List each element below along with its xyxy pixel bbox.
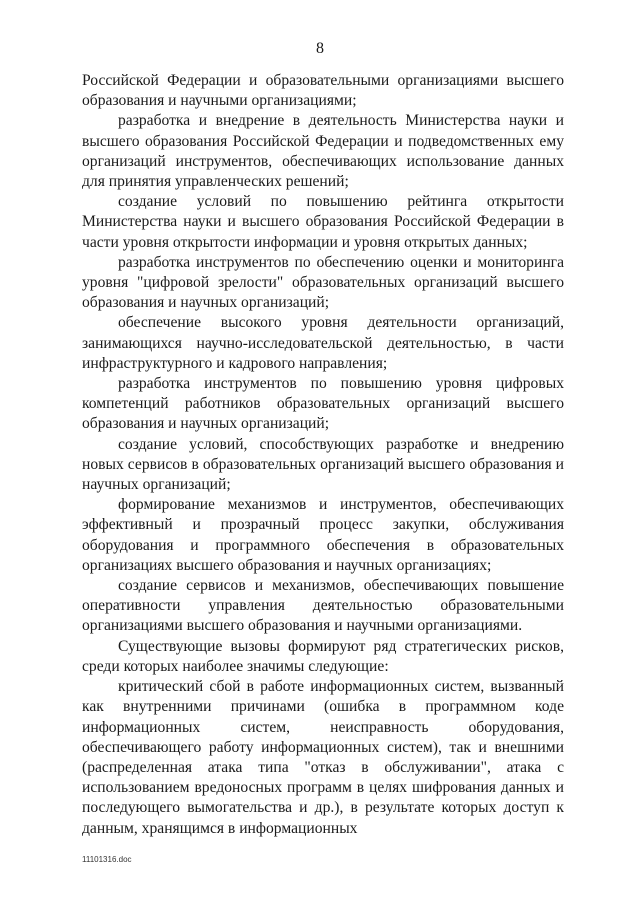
footer-document-code: 11101316.doc (82, 855, 132, 864)
document-body (82, 71, 564, 839)
paragraph-strategic-risks: Существующие вызовы формируют ряд стратегических рисков, среди которых наиболее значимы следующие: (82, 637, 564, 675)
paragraph-digital-competencies: разработка инструментов по повышению уровня цифровых компетенций работников образовательных организаций высшего образования и научных организаций; (82, 375, 564, 433)
paragraph-procurement: формирование механизмов и инструментов, обеспечивающих эффективный и прозрачный процесс закупки, обслуживания оборудования и программного обеспечения в образовательных организациях высшего образования и научных организациях; (82, 496, 564, 574)
paragraph-openness-rating: создание условий по повышению рейтинга открытости Министерства науки и высшего образования Российской Федерации в части уровня открытости информации и уровня открытых данных; (82, 193, 564, 251)
paragraph-research-infrastructure: обеспечение высокого уровня деятельности организаций, занимающихся научно-исследовательской деятельностью, в части инфраструктурного и кадрового направления; (82, 314, 564, 372)
paragraph-continuation: Российской Федерации и образовательными организациями высшего образования и научными организациями; (82, 72, 564, 110)
paragraph-management-efficiency: создание сервисов и механизмов, обеспечивающих повышение оперативности управления деятельностью образовательными организациями высшего образования и научными организациями. (82, 577, 564, 635)
page-number: 8 (316, 40, 324, 57)
paragraph-critical-failure: критический сбой в работе информационных систем, вызванный как внутренними причинами (ошибка в программном коде информационных систем, неисправность оборудования, обеспечивающего работу информационных систем), так и внешними (распределенная атака типа "отказ в обслуживании", атака с использованием вредоносных программ в целях шифрования данных и последующего вымогательства и др.), в результате которых доступ к данным, хранящимся в информационных (82, 678, 564, 837)
paragraph-digital-maturity: разработка инструментов по обеспечению оценки и мониторинга уровня "цифровой зрелости" образовательных организаций высшего образования и научных организаций; (82, 253, 564, 312)
paragraph-new-services: создание условий, способствующих разработке и внедрению новых сервисов в образовательных организаций высшего образования и научных организаций; (82, 435, 564, 494)
paragraph-decision-tools: разработка и внедрение в деятельность Министерства науки и высшего образования Российской Федерации и подведомственных ему организаций инструментов, обеспечивающих использование данных для принятия управленческих решений; (82, 112, 564, 191)
